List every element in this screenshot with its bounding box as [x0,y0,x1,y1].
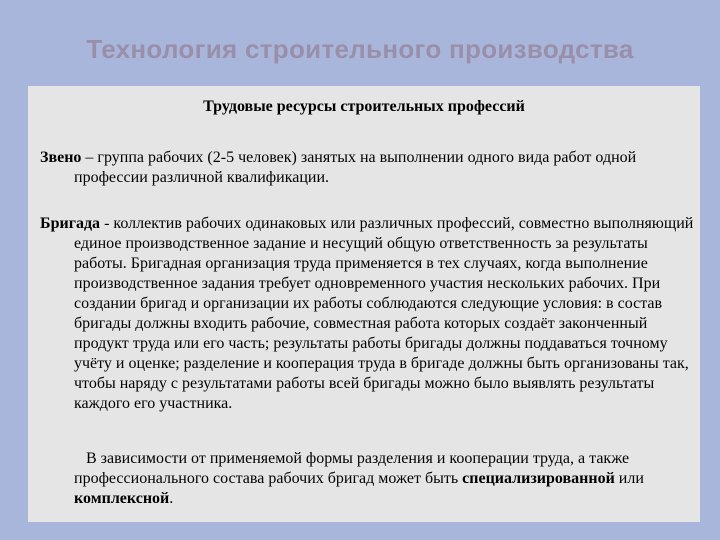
slide-title: Технология строительного производства [86,34,634,64]
brigade-types-mid: или [614,470,644,487]
brigade-types-end: . [169,490,174,507]
slide-subtitle: Трудовые ресурсы строительных профессий [203,98,525,115]
definition-brigada-text: - коллектив рабочих одинаковых или различных профессий, совместно выполняющий единое производственное задание и несущий общую ответственность за результаты работы. Бригадная организация труда применяется в тех случаях, когда выполнение производственное задания требует одновременного участия нескольких рабочих. При создании бригад и организации их работы соблюдаются следующие условия: в состав бригады должны входить рабочие, совместная работа которых создаёт законченный продукт труда или его часть; результаты работы бригады должны поддаваться точному учёту и оценке; разделение и кооперация труда в бригаде должны быть организованы так, чтобы наряду с результатами работы всей бригады можно было выявлять результаты каждого его участника. [74,215,694,412]
definition-zveno-text: – группа рабочих (2-5 человек) занятых на выполнении одного вида работ одной профессии различной квалификации. [74,149,637,186]
term-complex: комплексной [74,490,170,507]
term-zveno: Звено [40,149,82,166]
content-panel [28,86,700,522]
brigade-types-paragraph [74,449,700,509]
definition-zveno [40,148,700,188]
term-specialized: специализированной [462,470,615,487]
brigade-types-text: В зависимости от применяемой формы разделения и кооперации труда, а также профессионального состава рабочих бригад может быть [74,450,630,487]
term-brigada: Бригада [40,215,101,232]
definition-brigada [40,214,700,414]
